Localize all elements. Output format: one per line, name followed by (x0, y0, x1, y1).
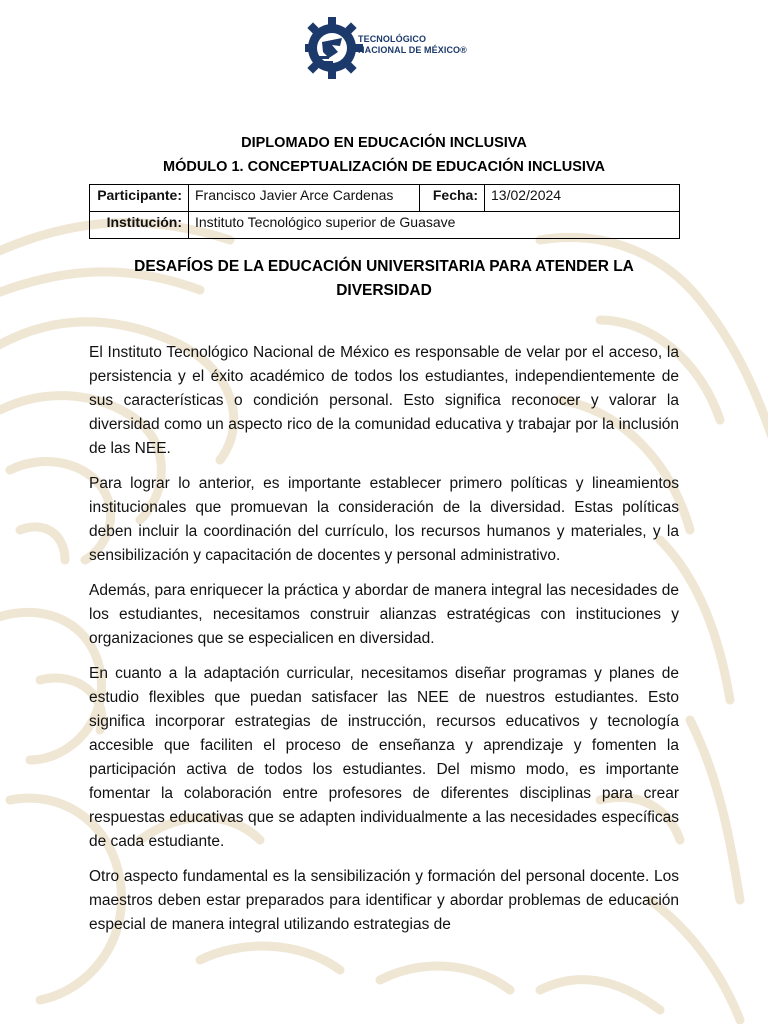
logo-line-2: NACIONAL DE MÉXICO® (358, 45, 467, 55)
paragraph: Para lograr lo anterior, es importante establecer primero políticas y lineamientos institucionales que promuevan la consideración de la diversidad. Estas políticas deben incluir la coordinación del currículo, los recursos humanos y materiales, y la sensibilización y capacitación de docentes y personal administrativo. (89, 475, 679, 564)
date-value: 13/02/2024 (485, 185, 680, 212)
participant-label: Participante: (90, 185, 189, 212)
participant-value: Francisco Javier Arce Cardenas (189, 185, 420, 212)
module-title: MÓDULO 1. CONCEPTUALIZACIÓN DE EDUCACIÓN INCLUSIVA (163, 159, 605, 175)
paragraph: El Instituto Tecnológico Nacional de México es responsable de velar por el acceso, la persistencia y el éxito académico de todos los estudiantes, independientemente de sus características o condición personal. Esto significa reconocer y valorar la diversidad como un aspecto rico de la comunidad educativa y trabajar por la inclusión de las NEE. (89, 344, 679, 457)
paragraph: Además, para enriquecer la práctica y abordar de manera integral las necesidades de los estudiantes, necesitamos construir alianzas estratégicas con instituciones y organizaciones que se especialicen en diversidad. (89, 582, 679, 647)
participant-info-table (89, 184, 680, 239)
paragraph: Otro aspecto fundamental es la sensibilización y formación del personal docente. Los maestros deben estar preparados para identificar y abordar problemas de educación especial de manera integral utilizando estrategias de (89, 868, 679, 933)
essay-body (89, 341, 679, 948)
table-row (90, 212, 680, 239)
logo-line-1: TECNOLÓGICO (358, 34, 427, 44)
table-row (90, 185, 680, 212)
essay-heading: DESAFÍOS DE LA EDUCACIÓN UNIVERSITARIA PARA ATENDER LA DIVERSIDAD (134, 258, 634, 299)
diploma-title: DIPLOMADO EN EDUCACIÓN INCLUSIVA (241, 135, 527, 151)
institution-value: Instituto Tecnológico superior de Guasave (189, 212, 680, 239)
document-titles (0, 131, 768, 179)
institution-label: Institución: (90, 212, 189, 239)
date-label: Fecha: (420, 185, 485, 212)
logo-wordmark (358, 34, 467, 56)
paragraph: En cuanto a la adaptación curricular, necesitamos diseñar programas y planes de estudio flexibles que puedan satisfacer las NEE de nuestros estudiantes. Esto significa incorporar estrategias de instrucción, recursos educativos y tecnología accesible que faciliten el proceso de enseñanza y aprendizaje y fomenten la participación activa de todos los estudiantes. Del mismo modo, es importante fomentar la colaboración entre profesores de diferentes disciplinas para crear respuestas educativas que se adapten individualmente a las necesidades específicas de cada estudiante. (89, 665, 679, 850)
